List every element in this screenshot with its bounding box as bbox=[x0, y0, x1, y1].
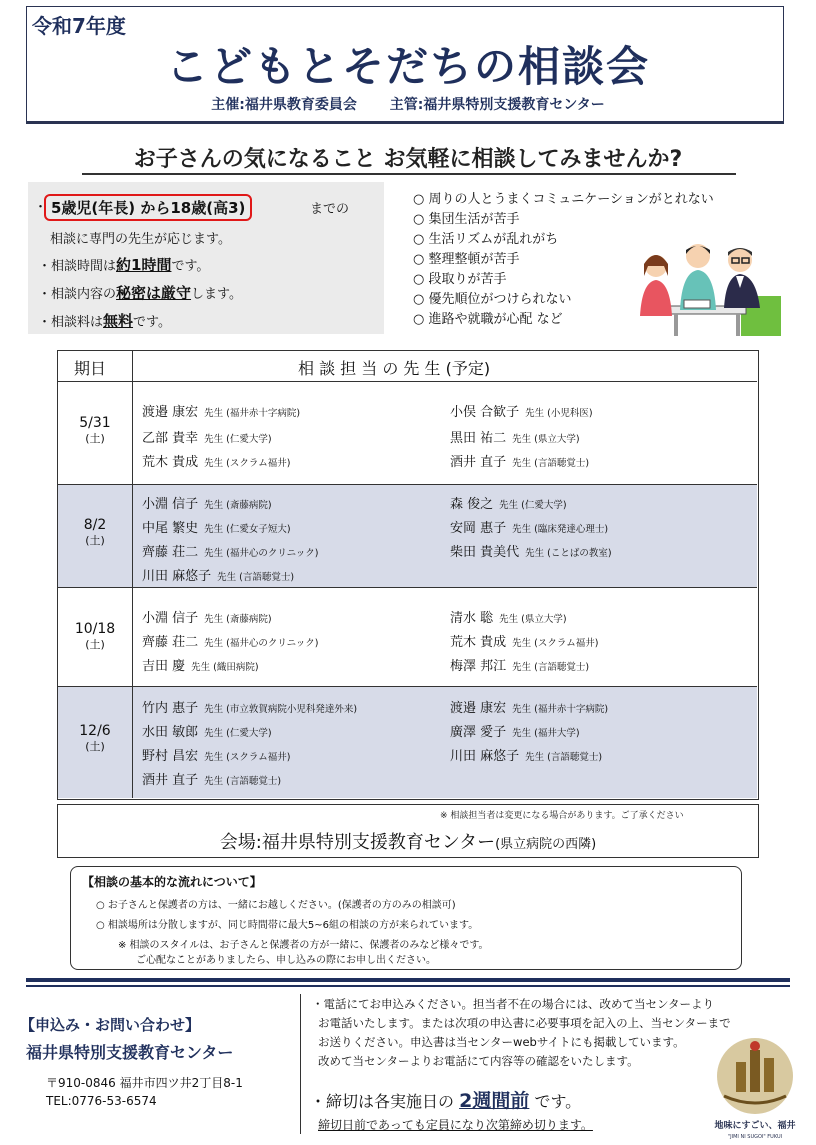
footer-divider bbox=[300, 994, 301, 1134]
contact-title: 【申込み・お問い合わせ】 bbox=[20, 1016, 201, 1034]
session-date: 10/18 (土) bbox=[74, 621, 116, 651]
teacher-entry: 森 俊之 先生 (仁愛大学) bbox=[450, 497, 567, 512]
row-divider bbox=[58, 686, 757, 687]
session-date: 8/2 (土) bbox=[83, 517, 107, 547]
teacher-entry: 小淵 信子 先生 (斎藤病院) bbox=[142, 611, 272, 626]
teacher-entry: 酒井 直子 先生 (言語聴覚士) bbox=[450, 455, 590, 470]
sponsor: 主催:福井県教育委員会 bbox=[211, 97, 357, 113]
teacher-entry: 齊藤 荘二 先生 (福井心のクリニック) bbox=[142, 635, 319, 650]
flow-line: ○ お子さんと保護者の方は、一緒にお越しください。(保護者の方のみの相談可) bbox=[96, 900, 456, 911]
age-range-highlight: 5歳児(年長) から18歳(高3) bbox=[44, 194, 252, 221]
row-divider bbox=[58, 381, 757, 382]
teacher-entry: 廣澤 愛子 先生 (福井大学) bbox=[450, 725, 580, 740]
apply-line: お電話いたします。または次項の申込書に必要事項を記入の上、当センターまで bbox=[318, 1016, 731, 1030]
session-date: 5/31 (土) bbox=[79, 415, 111, 445]
apply-line: ・電話にてお申込みください。担当者不在の場合には、改めて当センターより bbox=[312, 997, 715, 1011]
teacher-entry: 野村 昌宏 先生 (スクラム福井) bbox=[142, 749, 291, 764]
fukui-logo bbox=[706, 1032, 804, 1142]
flow-line: ※ 相談のスタイルは、お子さんと保護者の方が一緒に、保護者のみなど様々です。 bbox=[118, 940, 489, 951]
schedule-table bbox=[57, 350, 759, 800]
info-box bbox=[28, 182, 384, 334]
concern-item: ○ 周りの人とうまくコミュニケーションがとれない bbox=[413, 192, 714, 207]
concern-item: ○ 整理整頓が苦手 bbox=[413, 252, 520, 267]
contact-tel: TEL:0776-53-6574 bbox=[46, 1094, 157, 1108]
apply-line: お送りください。申込書は当センターwebサイトにも掲載しています。 bbox=[318, 1035, 685, 1049]
teacher-entry: 川田 麻悠子 先生 (言語聴覚士) bbox=[142, 569, 295, 584]
flow-line: ○ 相談場所は分散しますが、同じ時間帯に最大5~6組の相談の方が来られています。 bbox=[96, 920, 479, 931]
column-divider bbox=[132, 351, 133, 798]
tagline: お子さんの気になること お気軽に相談してみませんか? bbox=[133, 147, 683, 172]
teacher-entry: 中尾 繁史 先生 (仁愛女子短大) bbox=[142, 521, 291, 536]
teacher-entry: 小俣 合歓子 先生 (小児科医) bbox=[450, 405, 593, 420]
info-line-1b: 相談に専門の先生が応じます。 bbox=[50, 232, 231, 247]
concern-item: ○ 進路や就職が心配 など bbox=[413, 312, 563, 327]
info-fee: ・相談料は無料です。 bbox=[38, 312, 171, 330]
teacher-entry: 安岡 惠子 先生 (臨床発達心理士) bbox=[450, 521, 609, 536]
fiscal-year: 令和7年度 bbox=[32, 14, 126, 38]
teacher-entry: 小淵 信子 先生 (斎藤病院) bbox=[142, 497, 272, 512]
teacher-entry: 水田 敏郎 先生 (仁愛大学) bbox=[142, 725, 272, 740]
teacher-entry: 吉田 慶 先生 (織田病院) bbox=[142, 659, 259, 674]
logo-subtext: "JIMI NI SUGOI" FUKUI bbox=[727, 1134, 783, 1140]
teacher-entry: 梅澤 邦江 先生 (言語聴覚士) bbox=[450, 659, 590, 674]
teacher-entry: 清水 聡 先生 (県立大学) bbox=[450, 611, 567, 626]
row-divider bbox=[58, 587, 757, 588]
teacher-entry: 黒田 祐二 先生 (県立大学) bbox=[450, 431, 580, 446]
age-suffix: までの bbox=[310, 202, 350, 217]
organizer: 主管:福井県特別支援教育センター bbox=[389, 97, 605, 113]
teacher-entry: 川田 麻悠子 先生 (言語聴覚士) bbox=[450, 749, 603, 764]
row-divider bbox=[58, 484, 757, 485]
deadline-note: 締切日前であっても定員になり次第締め切ります。 bbox=[318, 1118, 593, 1132]
header-date: 期日 bbox=[74, 359, 107, 378]
teacher-entry: 渡邉 康宏 先生 (福井赤十字病院) bbox=[450, 701, 609, 716]
logo-text: 地味にすごい、福井 bbox=[714, 1121, 796, 1131]
header-teachers: 相 談 担 当 の 先 生 (予定) bbox=[298, 359, 491, 378]
teacher-entry: 渡邉 康宏 先生 (福井赤十字病院) bbox=[142, 405, 301, 420]
info-secret: ・相談内容の秘密は厳守します。 bbox=[38, 284, 242, 302]
concern-item: ○ 優先順位がつけられない bbox=[413, 292, 572, 307]
consultation-illustration bbox=[636, 236, 786, 340]
apply-line: 改めて当センターよりお電話にて内容等の確認をいたします。 bbox=[318, 1054, 639, 1068]
teacher-entry: 酒井 直子 先生 (言語聴覚士) bbox=[142, 773, 282, 788]
teacher-entry: 乙部 貴幸 先生 (仁愛大学) bbox=[142, 431, 272, 446]
info-time: ・相談時間は約1時間です。 bbox=[38, 256, 210, 274]
contact-address: 〒910-0846 福井市四ツ井2丁目8-1 bbox=[46, 1076, 243, 1090]
teacher-entry: 竹内 惠子 先生 (市立敦賀病院小児科発達外来) bbox=[142, 701, 358, 716]
teacher-entry: 荒木 貴成 先生 (スクラム福井) bbox=[142, 455, 291, 470]
page-title: こどもとそだちの相談会 bbox=[165, 42, 650, 91]
footer-rule bbox=[26, 985, 790, 987]
flow-title: 【相談の基本的な流れについて】 bbox=[82, 875, 262, 889]
venue: 会場:福井県特別支援教育センター(県立病院の西隣) bbox=[219, 832, 597, 853]
teacher-entry: 柴田 貴美代 先生 (ことばの教室) bbox=[450, 545, 612, 560]
flow-line: ご心配なことがありましたら、申し込みの際にお申し出ください。 bbox=[136, 955, 436, 966]
bullet-dot: ・ bbox=[34, 200, 48, 215]
contact-center: 福井県特別支援教育センター bbox=[26, 1043, 234, 1062]
concern-item: ○ 生活リズムが乱れがち bbox=[413, 232, 559, 247]
teacher-entry: 荒木 貴成 先生 (スクラム福井) bbox=[450, 635, 599, 650]
deadline: ・締切は各実施日の 2週間前 です。 bbox=[310, 1090, 582, 1112]
tagline-underline bbox=[82, 173, 736, 175]
footer-rule bbox=[26, 978, 790, 982]
change-note: ※ 相談担当者は変更になる場合があります。ご了承ください bbox=[440, 811, 684, 821]
concern-item: ○ 集団生活が苦手 bbox=[413, 212, 520, 227]
teacher-entry: 齊藤 荘二 先生 (福井心のクリニック) bbox=[142, 545, 319, 560]
concern-item: ○ 段取りが苦手 bbox=[413, 272, 507, 287]
session-date: 12/6 (土) bbox=[79, 723, 111, 753]
organizers bbox=[0, 94, 816, 114]
